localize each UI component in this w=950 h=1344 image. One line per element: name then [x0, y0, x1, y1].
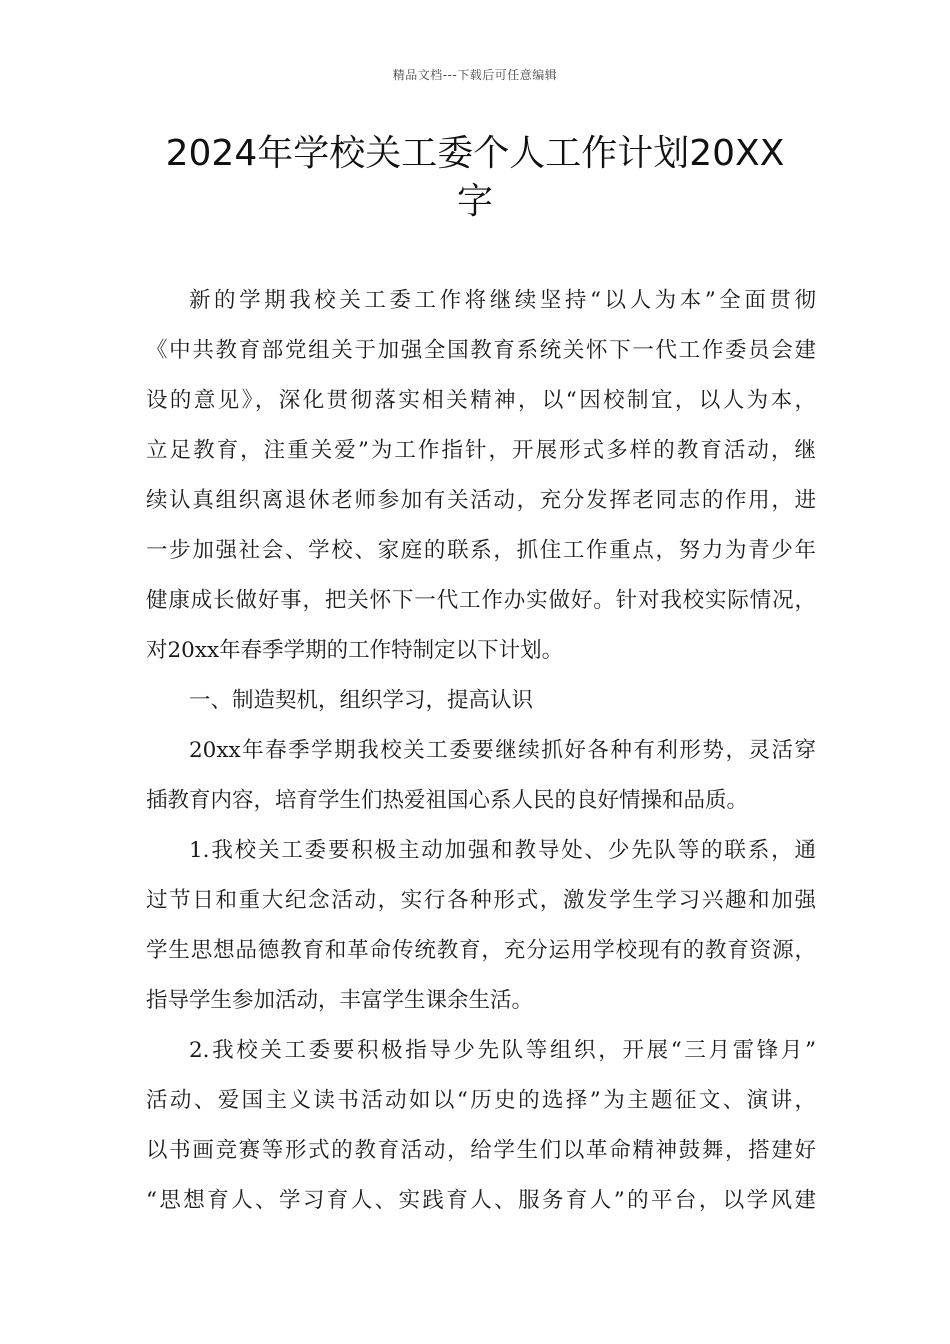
- paragraph-line: 《中共教育部党组关于加强全国教育系统关怀下一代工作委员会建: [146, 338, 816, 363]
- header-note: 精品文档---下载后可任意编辑: [392, 68, 558, 82]
- paragraph-line: “思想育人、学习育人、实践育人、服务育人”的平台，以学风建: [146, 1188, 816, 1213]
- section-heading: 一、制造契机，组织学习，提高认识: [189, 688, 534, 713]
- paragraph-line: 健康成长做好事，把关怀下一代工作办实做好。针对我校实际情况，: [146, 588, 816, 613]
- paragraph-line: 1.我校关工委要积极主动加强和教导处、少先队等的联系，通: [189, 838, 816, 863]
- paragraph-line: 指导学生参加活动，丰富学生课余生活。: [146, 988, 534, 1013]
- paragraph-line: 2.我校关工委要积极指导少先队等组织，开展“三月雷锋月”: [189, 1038, 816, 1063]
- paragraph-line: 学生思想品德教育和革命传统教育，充分运用学校现有的教育资源，: [146, 938, 816, 963]
- paragraph-line: 对20xx年春季学期的工作特制定以下计划。: [146, 638, 564, 663]
- paragraph-line: 一步加强社会、学校、家庭的联系，抓住工作重点，努力为青少年: [146, 538, 816, 563]
- paragraph-line: 活动、爱国主义读书活动如以“历史的选择”为主题征文、演讲，: [146, 1088, 816, 1113]
- paragraph-line: 插教育内容，培育学生们热爱祖国心系人民的良好情操和品质。: [146, 788, 749, 813]
- paragraph-line: 续认真组织离退休老师参加有关活动，充分发挥老同志的作用，进: [146, 488, 816, 513]
- document-title: [140, 130, 810, 226]
- paragraph-line: 立足教育，注重关爱”为工作指针，开展形式多样的教育活动，继: [146, 438, 816, 463]
- paragraph-line: 设的意见》，深化贯彻落实相关精神，以“因校制宜，以人为本，: [146, 388, 816, 413]
- title-line-2: 字: [456, 181, 493, 222]
- paragraph-line: 20xx年春季学期我校关工委要继续抓好各种有利形势，灵活穿: [189, 738, 816, 763]
- paragraph-line: 过节日和重大纪念活动，实行各种形式，激发学生学习兴趣和加强: [146, 888, 816, 913]
- title-line-1: 2024年学校关工委个人工作计划20XX: [165, 133, 785, 174]
- paragraph-line: 以书画竞赛等形式的教育活动，给学生们以革命精神鼓舞，搭建好: [146, 1138, 816, 1163]
- document-body: [146, 284, 816, 1234]
- paragraph-line: 新的学期我校关工委工作将继续坚持“以人为本”全面贯彻: [189, 288, 816, 313]
